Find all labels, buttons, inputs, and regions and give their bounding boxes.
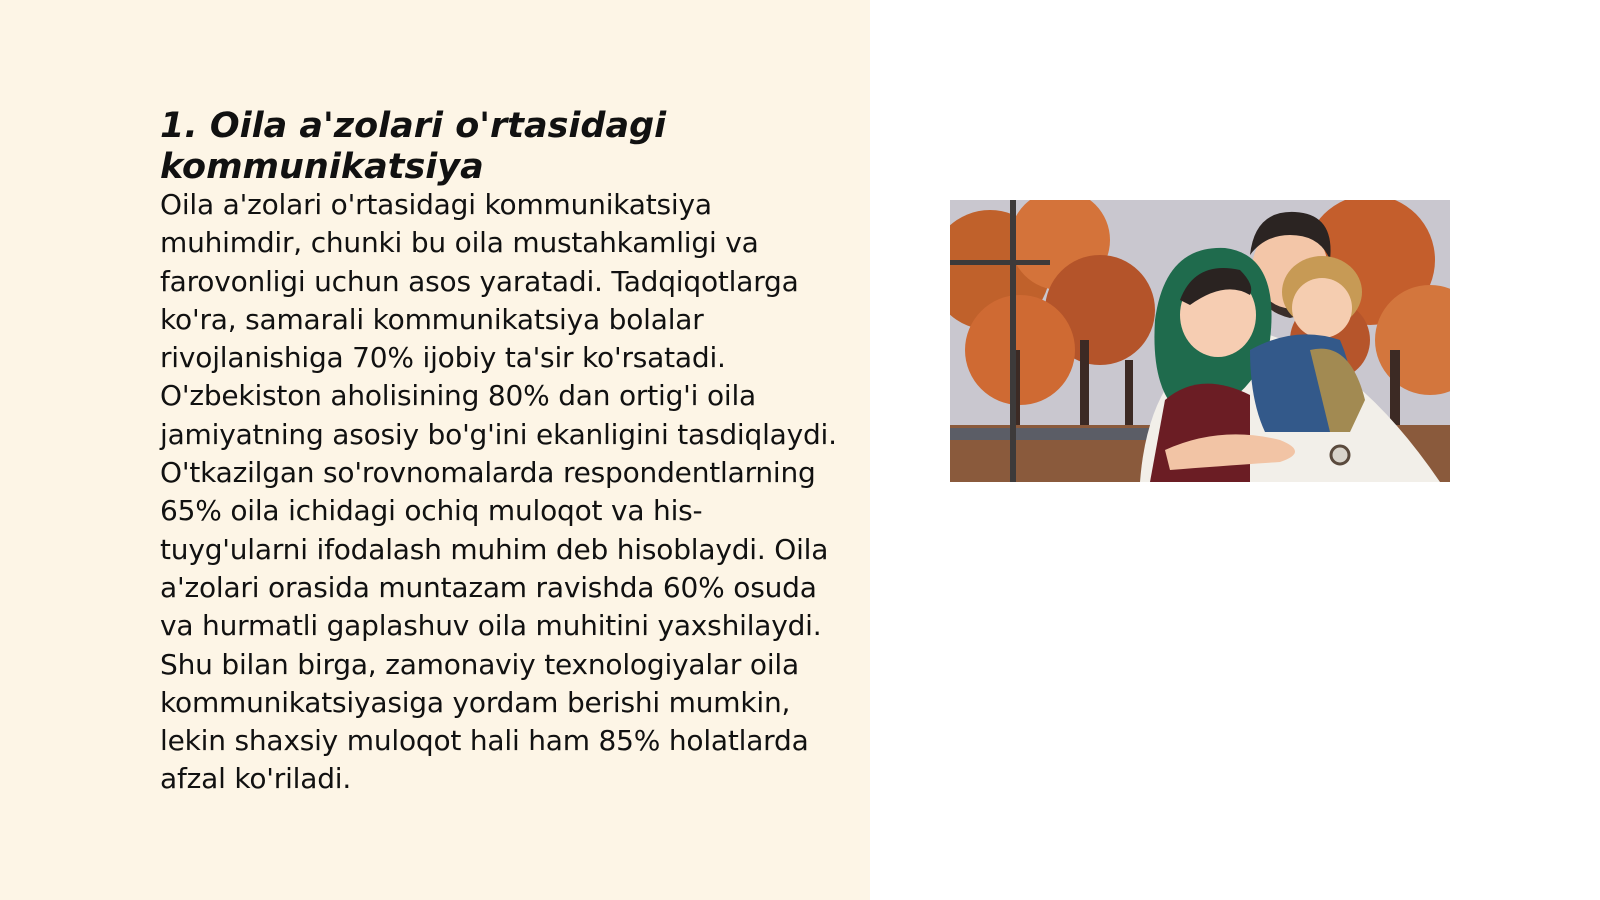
family-illustration xyxy=(950,200,1450,482)
slide-title: 1. Oila a'zolari o'rtasidagi kommunikatsiya xyxy=(160,106,667,187)
slide-body-text: Oila a'zolari o'rtasidagi kommunikatsiya muhimdir, chunki bu oila mustahkamligi va farovonligi uchun asos yaratadi. Tadqiqotlarga ko'ra, samarali kommunikatsiya bolalar rivojlanishiga 70% ijobiy ta'sir ko'rsatadi. O'zbekiston aholisining 80% dan ortig'i oila jamiyatning asosiy bo'g'ini ekanligini tasdiqlaydi. O'tkazilgan so'rovnomalarda respondentlarning 65% oila ichidagi ochiq muloqot va his-tuyg'ularni ifodalash muhim deb hisoblaydi. Oila a'zolari orasida muntazam ravishda 60% osuda va hurmatli gaplashuv oila muhitini yaxshilaydi. Shu bilan birga, zamonaviy texnologiyalar oila kommunikatsiyasiga yordam berishi mumkin, lekin shaxsiy muloqot hali ham 85% holatlarda afzal ko'riladi. xyxy=(160,188,837,796)
family-hug-illustration-icon xyxy=(950,200,1450,482)
